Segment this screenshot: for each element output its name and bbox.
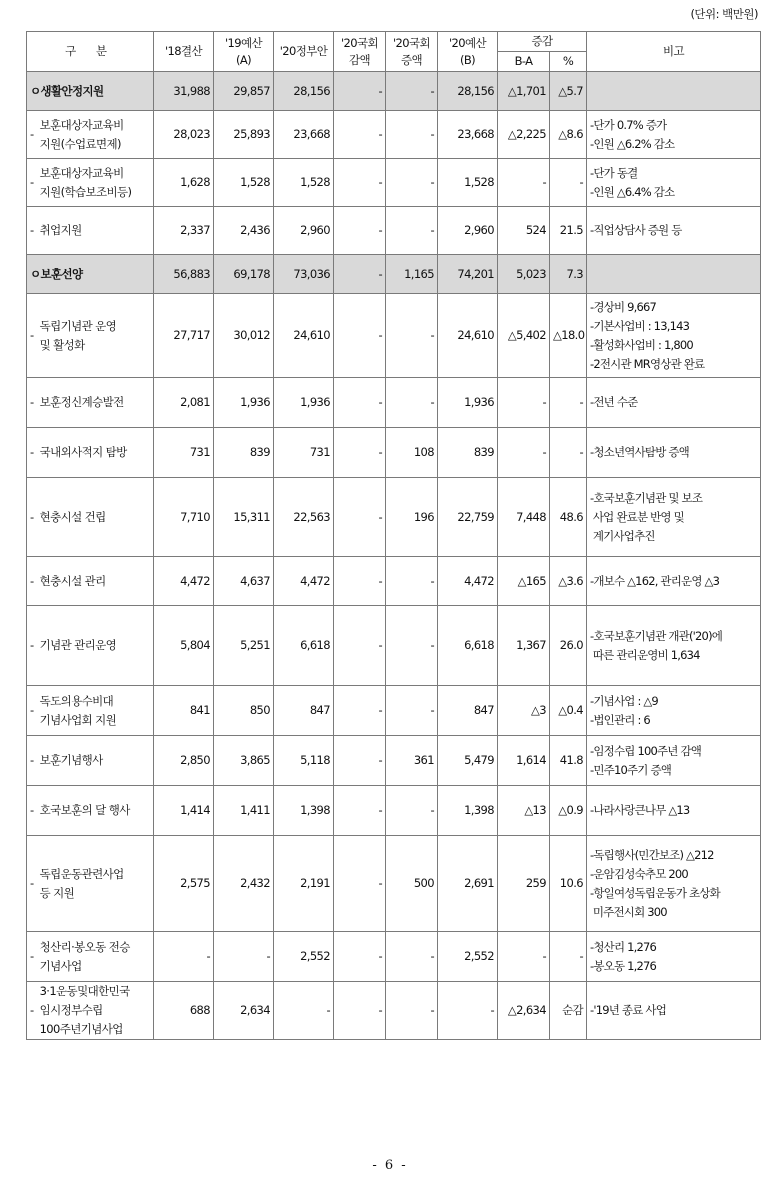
value-2019: 4,637 — [214, 557, 274, 606]
row-label-text — [40, 801, 130, 820]
value-2019: - — [214, 932, 274, 982]
value-change: - — [498, 159, 550, 207]
value-2020: 23,668 — [438, 111, 498, 159]
value-change: △165 — [498, 557, 550, 606]
row-label-line: 독립운동관련사업 — [39, 866, 124, 881]
value-increase: - — [386, 159, 438, 207]
note-line: -나라사랑큰나무 △13 — [590, 803, 690, 817]
row-label-text — [40, 221, 82, 240]
value-decrease: - — [334, 786, 386, 836]
value-2018: 7,710 — [154, 478, 214, 557]
note-line: 사업 완료분 반영 및 — [590, 509, 684, 524]
header-2020-budget-line2: (B) — [459, 52, 476, 67]
row-label — [27, 932, 154, 982]
value-decrease: - — [334, 207, 386, 255]
value-change: △2,225 — [498, 111, 550, 159]
value-decrease: - — [334, 982, 386, 1040]
value-2020-gov: 4,472 — [274, 557, 334, 606]
value-2018: - — [154, 932, 214, 982]
row-note — [587, 686, 761, 736]
value-2020: 1,528 — [438, 159, 498, 207]
value-increase: - — [386, 72, 438, 111]
value-change-pct: △0.9 — [550, 786, 587, 836]
value-change-pct: 48.6 — [550, 478, 587, 557]
value-change-pct: 순감 — [550, 982, 587, 1040]
row-label — [27, 686, 154, 736]
value-change: 5,023 — [498, 255, 550, 294]
note-line: -인원 △6.2% 감소 — [590, 136, 675, 151]
value-increase: - — [386, 982, 438, 1040]
value-2018: 31,988 — [154, 72, 214, 111]
value-2020-gov: 5,118 — [274, 736, 334, 786]
value-change-pct: △3.6 — [550, 557, 587, 606]
value-2020-gov: 1,528 — [274, 159, 334, 207]
row-label-text — [40, 508, 106, 527]
value-decrease: - — [334, 686, 386, 736]
value-increase: - — [386, 207, 438, 255]
row-label-text — [40, 982, 130, 1039]
row-label-line: 보훈대상자교육비 — [39, 117, 124, 132]
value-2020: 847 — [438, 686, 498, 736]
value-2020: 2,691 — [438, 836, 498, 932]
row-label-text — [40, 636, 117, 655]
header-assembly-increase — [386, 32, 438, 72]
table-row — [27, 606, 761, 686]
note-line: 계기사업추진 — [590, 528, 655, 543]
note-line: -법인관리 : 6 — [590, 712, 650, 727]
row-bullet: - — [30, 949, 34, 963]
header-2019-budget-line2: (A) — [235, 52, 252, 67]
value-2018: 2,081 — [154, 378, 214, 428]
value-increase: - — [386, 606, 438, 686]
note-line: -단가 동결 — [590, 165, 638, 180]
header-2020-budget-line1: '20예산 — [448, 35, 486, 50]
value-change: △2,634 — [498, 982, 550, 1040]
row-note — [587, 111, 761, 159]
row-label-text — [40, 443, 127, 462]
note-line: 따른 관리운영비 1,634 — [590, 647, 700, 662]
row-bullet: - — [30, 445, 34, 459]
value-change-pct: △5.7 — [550, 72, 587, 111]
row-note — [587, 478, 761, 557]
row-label-line: 3·1운동및대한민국 — [39, 984, 130, 998]
row-label — [27, 428, 154, 478]
table-row — [27, 786, 761, 836]
value-2019: 1,411 — [214, 786, 274, 836]
header-assembly-increase-line2: 증액 — [400, 52, 423, 67]
row-note — [587, 294, 761, 378]
table-row — [27, 557, 761, 606]
value-change: - — [498, 932, 550, 982]
header-2019-budget — [214, 32, 274, 72]
value-2018: 688 — [154, 982, 214, 1040]
row-label — [27, 557, 154, 606]
table-row — [27, 428, 761, 478]
row-label-line: 독도의용수비대 — [39, 693, 114, 708]
row-label — [27, 786, 154, 836]
row-note — [587, 378, 761, 428]
row-label-text — [40, 572, 106, 591]
value-2019: 1,528 — [214, 159, 274, 207]
row-label — [27, 111, 154, 159]
note-line: -봉오동 1,276 — [590, 958, 657, 973]
value-2019: 2,432 — [214, 836, 274, 932]
value-2020-gov: 1,398 — [274, 786, 334, 836]
note-line: -기념사업 : △9 — [590, 693, 658, 708]
row-label-line: 보훈기념행사 — [39, 753, 103, 767]
row-label-text — [40, 164, 132, 202]
value-change-pct: 21.5 — [550, 207, 587, 255]
value-2020-gov: 23,668 — [274, 111, 334, 159]
value-change-pct: △8.6 — [550, 111, 587, 159]
row-label-text — [40, 938, 130, 976]
value-2018: 5,804 — [154, 606, 214, 686]
row-label: ㅇ생활안정지원 — [27, 72, 154, 111]
value-change-pct: 10.6 — [550, 836, 587, 932]
value-2018: 731 — [154, 428, 214, 478]
row-label-line: 청산리·봉오동 전승 — [39, 939, 130, 954]
value-2019: 3,865 — [214, 736, 274, 786]
row-label-text — [40, 751, 103, 770]
category-row — [27, 255, 761, 294]
header-assembly-increase-line1: '20국회 — [392, 35, 430, 50]
row-label — [27, 378, 154, 428]
row-label-line: 100주년기념사업 — [39, 1022, 123, 1036]
value-increase: 196 — [386, 478, 438, 557]
value-change: 7,448 — [498, 478, 550, 557]
value-2020: 5,479 — [438, 736, 498, 786]
value-2018: 1,628 — [154, 159, 214, 207]
row-label-line: 국내외사적지 탐방 — [39, 445, 127, 459]
value-change: - — [498, 428, 550, 478]
value-2020-gov: 73,036 — [274, 255, 334, 294]
value-change-pct: - — [550, 378, 587, 428]
value-change: △5,402 — [498, 294, 550, 378]
value-2018: 4,472 — [154, 557, 214, 606]
header-category: 구 분 — [27, 32, 154, 72]
note-line: -독립행사(민간보조) △212 — [590, 847, 714, 862]
value-2020: 74,201 — [438, 255, 498, 294]
value-2019: 15,311 — [214, 478, 274, 557]
note-line: -임정수립 100주년 감액 — [590, 743, 702, 758]
value-2018: 56,883 — [154, 255, 214, 294]
row-label-line: 및 활성화 — [39, 337, 85, 352]
note-line: -'19년 종료 사업 — [590, 1003, 666, 1017]
table-row — [27, 111, 761, 159]
value-increase: - — [386, 294, 438, 378]
value-2020: 28,156 — [438, 72, 498, 111]
row-bullet: - — [30, 876, 34, 890]
value-2020-gov: 2,191 — [274, 836, 334, 932]
header-change: 증감 — [498, 32, 587, 52]
value-2018: 27,717 — [154, 294, 214, 378]
row-label-line: 보훈정신계승발전 — [39, 395, 124, 409]
row-note — [587, 159, 761, 207]
value-decrease: - — [334, 557, 386, 606]
row-label-line: 취업지원 — [39, 223, 82, 237]
value-2020-gov: 28,156 — [274, 72, 334, 111]
value-increase: 361 — [386, 736, 438, 786]
row-bullet: - — [30, 703, 34, 717]
row-bullet: - — [30, 395, 34, 409]
value-change: - — [498, 378, 550, 428]
value-2019: 2,634 — [214, 982, 274, 1040]
value-2020: 2,552 — [438, 932, 498, 982]
value-increase: - — [386, 686, 438, 736]
category-row — [27, 72, 761, 111]
value-change: 1,367 — [498, 606, 550, 686]
value-2019: 69,178 — [214, 255, 274, 294]
value-decrease: - — [334, 428, 386, 478]
row-note — [587, 736, 761, 786]
value-2020: 1,398 — [438, 786, 498, 836]
table-body — [27, 72, 761, 1040]
header-assembly-decrease-line2: 감액 — [348, 52, 371, 67]
row-label — [27, 606, 154, 686]
header-2020-gov-proposal: '20정부안 — [274, 32, 334, 72]
value-change-pct: 26.0 — [550, 606, 587, 686]
value-2020: 2,960 — [438, 207, 498, 255]
value-increase: - — [386, 111, 438, 159]
row-bullet: - — [30, 803, 34, 817]
row-note — [587, 836, 761, 932]
row-label-line: 독립기념관 운영 — [39, 318, 117, 333]
row-bullet: - — [30, 573, 34, 588]
value-2020-gov: 1,936 — [274, 378, 334, 428]
value-2020-gov: 6,618 — [274, 606, 334, 686]
page-number: - 6 - — [372, 1158, 408, 1173]
row-bullet: - — [30, 223, 34, 237]
note-line: -청산리 1,276 — [590, 939, 657, 954]
header-2018-settlement: '18결산 — [154, 32, 214, 72]
note-line: -직업상담사 증원 등 — [590, 223, 682, 237]
value-change: △13 — [498, 786, 550, 836]
value-2018: 2,337 — [154, 207, 214, 255]
value-2019: 1,936 — [214, 378, 274, 428]
table-row — [27, 932, 761, 982]
value-increase: 500 — [386, 836, 438, 932]
value-decrease: - — [334, 294, 386, 378]
value-2018: 841 — [154, 686, 214, 736]
budget-table — [26, 31, 761, 1040]
table-row — [27, 836, 761, 932]
value-change-pct: △18.0 — [550, 294, 587, 378]
value-increase: 1,165 — [386, 255, 438, 294]
value-change: 259 — [498, 836, 550, 932]
row-label-line: 현충시설 관리 — [39, 573, 106, 588]
value-2019: 5,251 — [214, 606, 274, 686]
note-line: -인원 △6.4% 감소 — [590, 184, 675, 199]
row-label — [27, 982, 154, 1040]
value-decrease: - — [334, 72, 386, 111]
value-decrease: - — [334, 932, 386, 982]
row-label-text — [40, 692, 117, 730]
note-line: -활성화사업비 : 1,800 — [590, 337, 693, 352]
row-bullet: - — [30, 175, 34, 189]
row-note — [587, 982, 761, 1040]
value-2020-gov: 24,610 — [274, 294, 334, 378]
note-line: -호국보훈기념관 개관('20)에 — [590, 628, 723, 643]
row-label-line: 보훈대상자교육비 — [39, 165, 124, 180]
note-line: -항일여성독립운동가 초상화 — [590, 885, 720, 900]
value-2020: 22,759 — [438, 478, 498, 557]
value-decrease: - — [334, 159, 386, 207]
table-row — [27, 159, 761, 207]
header-2019-budget-line1: '19예산 — [224, 35, 262, 50]
value-change-pct: 41.8 — [550, 736, 587, 786]
row-label-line: 지원(학습보조비등) — [39, 184, 132, 199]
header-note: 비고 — [587, 32, 761, 72]
value-2020-gov: 2,960 — [274, 207, 334, 255]
row-label-line: 임시정부수립 — [39, 1003, 103, 1017]
value-2020: - — [438, 982, 498, 1040]
row-label — [27, 159, 154, 207]
value-change: 524 — [498, 207, 550, 255]
row-label-line: 기념사업회 지원 — [39, 712, 117, 727]
table-row — [27, 207, 761, 255]
row-label — [27, 207, 154, 255]
row-label-line: 기념관 관리운영 — [39, 638, 117, 652]
value-2020-gov: 22,563 — [274, 478, 334, 557]
row-note — [587, 557, 761, 606]
value-decrease: - — [334, 478, 386, 557]
value-increase: - — [386, 932, 438, 982]
value-increase: - — [386, 378, 438, 428]
row-note — [587, 606, 761, 686]
row-note — [587, 72, 761, 111]
table-row — [27, 982, 761, 1040]
row-label-line: 지원(수업료면제) — [39, 136, 121, 151]
table-row — [27, 686, 761, 736]
table-row — [27, 378, 761, 428]
row-label-text — [40, 393, 124, 412]
value-2020-gov: 2,552 — [274, 932, 334, 982]
table-row — [27, 736, 761, 786]
row-note — [587, 786, 761, 836]
note-line: 미주전시회 300 — [590, 904, 667, 919]
value-2018: 2,575 — [154, 836, 214, 932]
row-note — [587, 207, 761, 255]
row-note — [587, 255, 761, 294]
value-change-pct: - — [550, 932, 587, 982]
value-change: △1,701 — [498, 72, 550, 111]
value-decrease: - — [334, 378, 386, 428]
row-bullet: - — [30, 1003, 34, 1017]
value-change: 1,614 — [498, 736, 550, 786]
note-line: -경상비 9,667 — [590, 299, 657, 314]
row-label-line: 기념사업 — [39, 958, 82, 973]
note-line: -전년 수준 — [590, 395, 638, 409]
value-decrease: - — [334, 606, 386, 686]
value-2019: 2,436 — [214, 207, 274, 255]
row-label — [27, 478, 154, 557]
header-change-percent: % — [550, 52, 587, 72]
row-label-text — [40, 116, 124, 154]
value-2019: 850 — [214, 686, 274, 736]
value-2020: 1,936 — [438, 378, 498, 428]
value-change-pct: △0.4 — [550, 686, 587, 736]
row-label-line: 등 지원 — [39, 885, 75, 900]
row-bullet: - — [30, 753, 34, 767]
value-2019: 29,857 — [214, 72, 274, 111]
header-assembly-decrease-line1: '20국회 — [340, 35, 378, 50]
unit-label: (단위: 백만원) — [690, 7, 758, 21]
value-decrease: - — [334, 111, 386, 159]
value-change: △3 — [498, 686, 550, 736]
header-assembly-decrease — [334, 32, 386, 72]
value-2020-gov: 731 — [274, 428, 334, 478]
header-change-amount: B-A — [498, 52, 550, 72]
value-decrease: - — [334, 836, 386, 932]
value-increase: 108 — [386, 428, 438, 478]
value-change-pct: - — [550, 159, 587, 207]
value-2018: 28,023 — [154, 111, 214, 159]
value-2020: 839 — [438, 428, 498, 478]
header-2020-budget — [438, 32, 498, 72]
table-row — [27, 294, 761, 378]
row-label — [27, 294, 154, 378]
value-increase: - — [386, 786, 438, 836]
value-2020: 6,618 — [438, 606, 498, 686]
row-label: ㅇ보훈선양 — [27, 255, 154, 294]
value-2020: 4,472 — [438, 557, 498, 606]
row-label-text — [40, 317, 117, 355]
row-label-text — [40, 865, 124, 903]
note-line: -개보수 △162, 관리운영 △3 — [590, 573, 720, 588]
row-label — [27, 736, 154, 786]
row-label — [27, 836, 154, 932]
row-bullet: - — [30, 127, 34, 141]
row-bullet: - — [30, 638, 34, 652]
value-change-pct: 7.3 — [550, 255, 587, 294]
row-note — [587, 428, 761, 478]
note-line: -단가 0.7% 증가 — [590, 117, 667, 132]
note-line: -청소년역사탐방 증액 — [590, 445, 689, 459]
note-line: -호국보훈기념관 및 보조 — [590, 490, 703, 505]
value-2019: 25,893 — [214, 111, 274, 159]
value-2018: 1,414 — [154, 786, 214, 836]
value-decrease: - — [334, 255, 386, 294]
value-2019: 30,012 — [214, 294, 274, 378]
value-change-pct: - — [550, 428, 587, 478]
value-2020-gov: - — [274, 982, 334, 1040]
row-label-line: 호국보훈의 달 행사 — [39, 803, 130, 817]
note-line: -운암김성숙추모 200 — [590, 866, 688, 881]
note-line: -민주10주기 증액 — [590, 762, 672, 777]
value-2020-gov: 847 — [274, 686, 334, 736]
value-2019: 839 — [214, 428, 274, 478]
row-note — [587, 932, 761, 982]
value-increase: - — [386, 557, 438, 606]
row-label-line: 현충시설 건립 — [39, 509, 106, 524]
row-bullet: - — [30, 509, 34, 524]
value-2018: 2,850 — [154, 736, 214, 786]
note-line: -2전시관 MR영상관 완료 — [590, 356, 705, 371]
value-2020: 24,610 — [438, 294, 498, 378]
table-header — [27, 32, 761, 72]
note-line: -기본사업비 : 13,143 — [590, 318, 690, 333]
value-decrease: - — [334, 736, 386, 786]
row-bullet: - — [30, 328, 34, 342]
table-row — [27, 478, 761, 557]
